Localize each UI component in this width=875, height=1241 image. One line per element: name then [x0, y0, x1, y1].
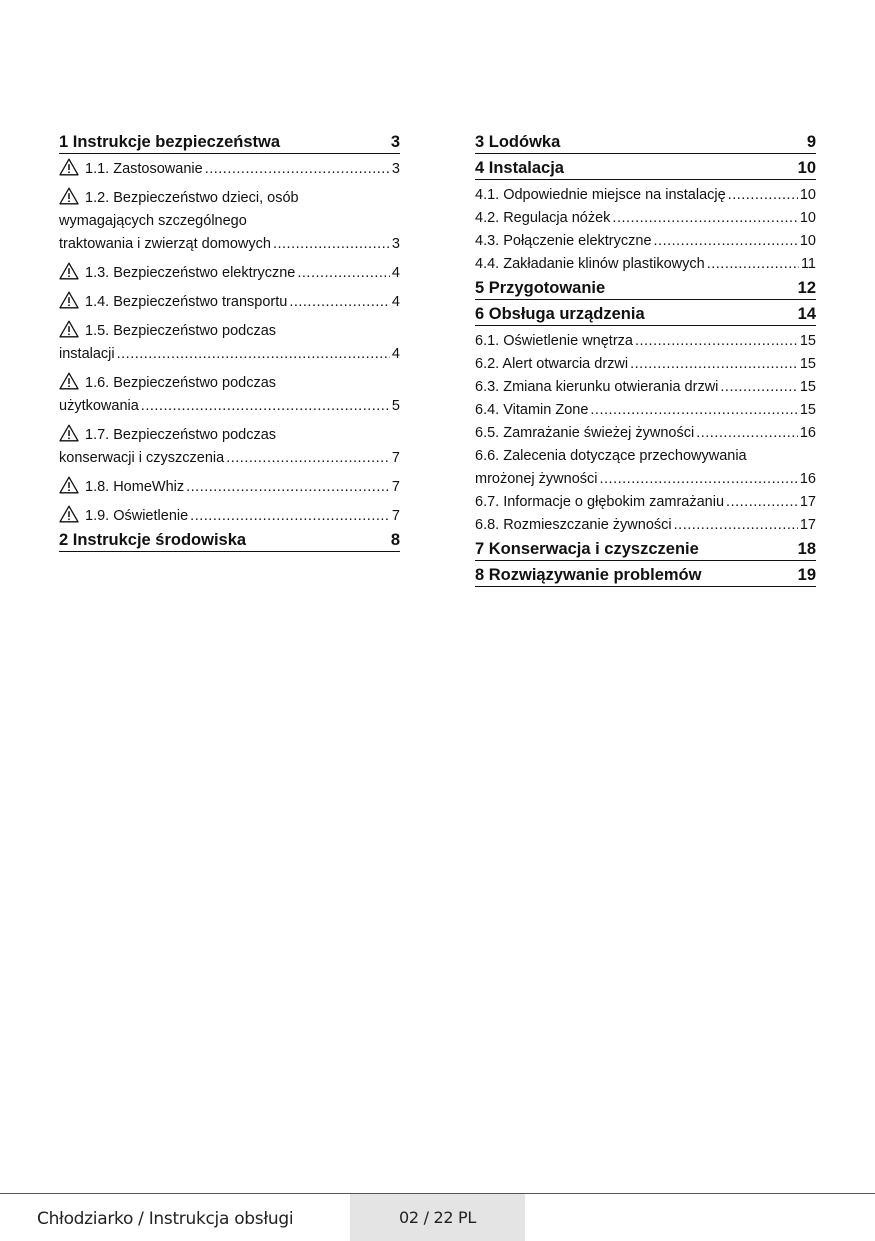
toc-entry-page: 7 [391, 450, 400, 466]
toc-entry-line: 1.7. Bezpieczeństwo podczas [59, 424, 400, 447]
toc-heading-7[interactable]: 7 Konserwacja i czyszczenie 18 [475, 539, 816, 561]
toc-entry-label: 1.9. Oświetlenie [85, 508, 189, 524]
warning-triangle-icon [59, 262, 79, 280]
toc-entry-label: 4.4. Zakładanie klinów plastikowych [475, 256, 705, 272]
toc-entry[interactable] [59, 291, 400, 314]
toc-entry-page: 15 [799, 333, 816, 349]
toc-right-column [475, 130, 816, 591]
toc-entry[interactable] [475, 445, 816, 491]
toc-entry-label: 1.4. Bezpieczeństwo transportu [85, 294, 288, 310]
warning-triangle-icon [59, 476, 79, 494]
dot-leader [726, 491, 798, 514]
toc-entry-leader-line [475, 491, 816, 514]
toc-entry-page: 3 [391, 236, 400, 252]
toc-entry[interactable] [59, 424, 400, 470]
toc-entry-leader-line [475, 514, 816, 537]
toc-entry-label: 4.2. Regulacja nóżek [475, 210, 611, 226]
toc-entry-label: 6.4. Vitamin Zone [475, 402, 589, 418]
toc-entry-page: 4 [391, 265, 400, 281]
toc-entry[interactable] [475, 184, 816, 207]
toc-entry[interactable] [475, 253, 816, 276]
toc-entry-page: 15 [799, 402, 816, 418]
toc-entry-page: 15 [799, 379, 816, 395]
toc-entry-leader-line [475, 330, 816, 353]
toc-entry[interactable] [475, 353, 816, 376]
toc-entry-line: 1.5. Bezpieczeństwo podczas [59, 320, 400, 343]
toc-entry-label: konserwacji i czyszczenia [59, 450, 225, 466]
toc-entry-label: 1.3. Bezpieczeństwo elektryczne [85, 265, 296, 281]
dot-leader [696, 422, 798, 445]
dot-leader [186, 476, 390, 499]
toc-entry-page: 5 [391, 398, 400, 414]
toc-entry-line: 6.6. Zalecenia dotyczące przechowywania [475, 448, 747, 464]
toc-entry-label: 4.3. Połączenie elektryczne [475, 233, 652, 249]
toc-entry-page: 4 [391, 346, 400, 362]
toc-heading-1[interactable]: 1 Instrukcje bezpieczeństwa 3 [59, 132, 400, 154]
toc-entry-page: 16 [799, 471, 816, 487]
toc-entry[interactable] [59, 262, 400, 285]
toc-entry-page: 7 [391, 508, 400, 524]
toc-left-column [59, 130, 400, 556]
dot-leader [728, 184, 798, 207]
toc-entry-leader-line [59, 262, 400, 285]
toc-heading-2[interactable]: 2 Instrukcje środowiska 8 [59, 530, 400, 552]
toc-entry-page: 10 [799, 233, 816, 249]
toc-entry[interactable] [475, 422, 816, 445]
dot-leader [205, 158, 390, 181]
dot-leader [297, 262, 390, 285]
dot-leader [590, 399, 797, 422]
dot-leader [674, 514, 798, 537]
dot-leader [141, 395, 390, 418]
toc-entry-page: 3 [391, 161, 400, 177]
toc-entry[interactable] [475, 230, 816, 253]
warning-triangle-icon [59, 320, 79, 338]
dot-leader [707, 253, 799, 276]
toc-entry-label: 1.1. Zastosowanie [85, 161, 203, 177]
toc-entry-label: 4.1. Odpowiednie miejsce na instalację [475, 187, 726, 203]
toc-entry[interactable] [475, 514, 816, 537]
toc-entry-leader-line [59, 395, 400, 418]
toc-entry-label: 6.7. Informacje o głębokim zamrażaniu [475, 494, 725, 510]
dot-leader [289, 291, 390, 314]
toc-entry-leader-line [475, 207, 816, 230]
toc-entry[interactable] [59, 187, 400, 256]
toc-entry-leader-line [59, 505, 400, 528]
toc-heading-3[interactable]: 3 Lodówka 9 [475, 132, 816, 154]
toc-entry-page: 11 [800, 256, 816, 272]
toc-entry-line: wymagających szczególnego [59, 213, 247, 229]
toc-entry-line: 1.2. Bezpieczeństwo dzieci, osób [59, 187, 400, 210]
dot-leader [654, 230, 798, 253]
toc-entry[interactable] [59, 372, 400, 418]
toc-entry-label: 6.1. Oświetlenie wnętrza [475, 333, 633, 349]
toc-entry-leader-line [475, 253, 816, 276]
toc-entry-label: 6.5. Zamrażanie świeżej żywności [475, 425, 695, 441]
toc-entry-leader-line [59, 233, 400, 256]
toc-entry[interactable] [475, 399, 816, 422]
toc-entry-leader-line [475, 353, 816, 376]
toc-entry-label: 6.3. Zmiana kierunku otwierania drzwi [475, 379, 719, 395]
warning-triangle-icon [59, 505, 79, 523]
dot-leader [600, 468, 798, 491]
toc-entry-leader-line [475, 468, 816, 491]
dot-leader [273, 233, 390, 256]
toc-heading-8[interactable]: 8 Rozwiązywanie problemów 19 [475, 565, 816, 587]
dot-leader [226, 447, 390, 470]
toc-entry-leader-line [59, 158, 400, 181]
toc-entry-leader-line [59, 343, 400, 366]
toc-entry[interactable] [59, 158, 400, 181]
toc-entry-page: 16 [799, 425, 816, 441]
toc-entry-page: 10 [799, 187, 816, 203]
footer-title: Chłodziarko / Instrukcja obsługi [37, 1209, 294, 1229]
dot-leader [635, 330, 798, 353]
toc-entry-label: 1.8. HomeWhiz [85, 479, 185, 495]
toc-entry[interactable] [475, 491, 816, 514]
toc-entry-label: 6.8. Rozmieszczanie żywności [475, 517, 672, 533]
toc-entry-leader-line [59, 476, 400, 499]
toc-entry[interactable] [59, 505, 400, 528]
warning-triangle-icon [59, 372, 79, 390]
toc-entry[interactable] [59, 476, 400, 499]
toc-heading-4[interactable]: 4 Instalacja 10 [475, 158, 816, 180]
toc-heading-5[interactable]: 5 Przygotowanie 12 [475, 278, 816, 300]
toc-entry-label: użytkowania [59, 398, 139, 414]
warning-triangle-icon [59, 158, 79, 176]
toc-entry-leader-line [475, 184, 816, 207]
toc-entry-page: 4 [391, 294, 400, 310]
toc-entry-page: 10 [799, 210, 816, 226]
toc-entry-label: instalacji [59, 346, 115, 362]
toc-entry-label: mrożonej żywności [475, 471, 598, 487]
toc-entry-page: 17 [799, 494, 816, 510]
toc-entry[interactable] [59, 320, 400, 366]
toc-entry-page: 17 [799, 517, 816, 533]
toc-entry-leader-line [475, 376, 816, 399]
dot-leader [612, 207, 797, 230]
toc-entry-leader-line [475, 422, 816, 445]
toc-entry-page: 7 [391, 479, 400, 495]
toc-entry-label: 6.2. Alert otwarcia drzwi [475, 356, 629, 372]
warning-triangle-icon [59, 291, 79, 309]
dot-leader [720, 376, 797, 399]
dot-leader [190, 505, 390, 528]
toc-entry-label: traktowania i zwierząt domowych [59, 236, 271, 252]
warning-triangle-icon [59, 187, 79, 205]
footer-page-number: 02 / 22 PL [399, 1208, 476, 1227]
warning-triangle-icon [59, 424, 79, 442]
toc-entry-leader-line [475, 230, 816, 253]
toc-entry[interactable] [475, 330, 816, 353]
toc-entry-leader-line [59, 447, 400, 470]
toc-entry-line: 1.6. Bezpieczeństwo podczas [59, 372, 400, 395]
toc-entry-leader-line [475, 399, 816, 422]
toc-entry[interactable] [475, 207, 816, 230]
toc-entry-leader-line [59, 291, 400, 314]
dot-leader [630, 353, 798, 376]
toc-entry-page: 15 [799, 356, 816, 372]
dot-leader [117, 343, 390, 366]
toc-heading-6[interactable]: 6 Obsługa urządzenia 14 [475, 304, 816, 326]
toc-entry[interactable] [475, 376, 816, 399]
